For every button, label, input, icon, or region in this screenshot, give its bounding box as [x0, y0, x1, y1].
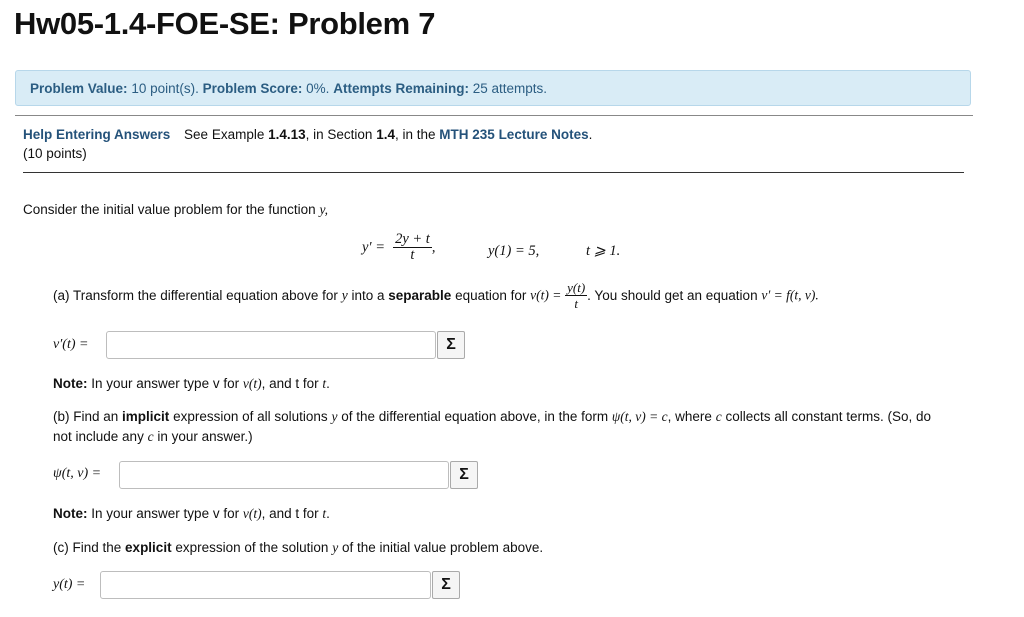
- points-text: (10 points): [23, 146, 87, 161]
- ode-comma: ,: [431, 239, 436, 256]
- part-a-text: [53, 280, 819, 311]
- part-c-text: [53, 540, 543, 556]
- part-b-equation-editor-button[interactable]: Σ: [450, 461, 478, 489]
- intro-variable: y,: [319, 202, 329, 217]
- part-b-text2: expression of all solutions: [173, 409, 328, 424]
- part-b-line2b: in your answer.): [157, 429, 253, 444]
- part-b-form: ψ(t, v) = c: [611, 409, 668, 424]
- part-a-text2: into a: [351, 288, 385, 303]
- problem-score: 0%.: [306, 81, 330, 96]
- part-c-text3: of the initial value problem above.: [341, 540, 544, 555]
- part-a-note-t: t: [322, 376, 327, 391]
- part-c-text1: (c) Find the: [53, 540, 122, 555]
- part-b-note: [53, 506, 330, 522]
- part-b-var-c: c: [715, 409, 722, 424]
- intro-text: Consider the initial value problem for the function: [23, 202, 316, 217]
- part-b-note-t: t: [322, 506, 327, 521]
- example-number: 1.4.13: [268, 127, 306, 142]
- problem-value: 10 point(s).: [131, 81, 199, 96]
- attempts-remaining-label: Attempts Remaining:: [333, 81, 469, 96]
- help-period: .: [588, 127, 593, 142]
- part-a-v-denominator: t: [574, 296, 578, 311]
- part-c-equation-editor-button[interactable]: Σ: [432, 571, 460, 599]
- part-b-answer-label: ψ(t, v) =: [53, 466, 102, 481]
- part-b-note-label: Note:: [53, 506, 88, 521]
- problem-score-label: Problem Score:: [202, 81, 303, 96]
- part-a-note-text: In your answer type v for: [91, 376, 240, 391]
- help-text-in: , in the: [395, 127, 436, 142]
- lecture-notes-link[interactable]: MTH 235 Lecture Notes: [439, 127, 589, 142]
- problem-intro: [23, 202, 328, 218]
- part-a-v-eq: v(t) =: [530, 287, 562, 303]
- part-a-note-v: v(t): [242, 376, 262, 391]
- part-b-text4: , where: [667, 409, 712, 424]
- part-c-var-y: y: [332, 540, 339, 555]
- ode-denominator: t: [410, 247, 415, 263]
- help-entering-answers-link[interactable]: Help Entering Answers: [23, 127, 171, 142]
- part-c-bold: explicit: [125, 540, 172, 555]
- part-a-var-y: y: [341, 287, 348, 303]
- part-b-bold: implicit: [122, 409, 170, 424]
- part-b-var-y: y: [331, 409, 338, 424]
- part-b-note-v: v(t): [242, 506, 262, 521]
- part-b-line2-c: c: [147, 429, 154, 444]
- ode-fraction: [393, 232, 432, 263]
- part-b-text: [53, 409, 931, 425]
- part-b-answer-input[interactable]: [119, 461, 449, 489]
- part-a-note: [53, 376, 330, 392]
- part-a-note-label: Note:: [53, 376, 88, 391]
- part-c-answer-input[interactable]: [100, 571, 431, 599]
- part-b-text-line2: [53, 429, 253, 445]
- part-a-answer-label: v′(t) =: [53, 337, 89, 352]
- problem-value-label: Problem Value:: [30, 81, 128, 96]
- part-c-text2: expression of the solution: [175, 540, 329, 555]
- part-a-note-end: .: [326, 376, 330, 391]
- part-b-note-mid: , and t for: [261, 506, 319, 521]
- part-a-text3: equation for: [455, 288, 527, 303]
- help-text: See Example: [184, 127, 265, 142]
- part-a-answer-input[interactable]: [106, 331, 436, 359]
- part-a-v-fraction: [565, 280, 587, 311]
- help-line: [23, 127, 592, 142]
- part-a-v-numerator: y(t): [567, 280, 586, 295]
- part-a-final-eq: v′ = f(t, v).: [761, 287, 819, 303]
- part-b-note-end: .: [326, 506, 330, 521]
- help-text-section: , in Section: [305, 127, 373, 142]
- part-a-equation-editor-button[interactable]: Σ: [437, 331, 465, 359]
- domain-condition: t ⩾ 1.: [586, 243, 621, 259]
- part-a-text1: (a) Transform the differential equation above for: [53, 288, 338, 303]
- part-b-text3: of the differential equation above, in the form: [341, 409, 609, 424]
- page-title: Hw05-1.4-FOE-SE: Problem 7: [14, 6, 436, 41]
- part-c-answer-label: y(t) =: [53, 577, 86, 592]
- attempts-remaining: 25 attempts.: [472, 81, 548, 96]
- ode-equation: [362, 232, 435, 263]
- part-b-text1: (b) Find an: [53, 409, 119, 424]
- divider-top: [15, 115, 973, 116]
- section-number: 1.4: [376, 127, 395, 142]
- part-b-note-text: In your answer type v for: [91, 506, 240, 521]
- part-a-bold: separable: [388, 288, 452, 303]
- ode-lhs: y′ =: [362, 239, 386, 256]
- part-b-text5: collects all constant terms. (So, do: [725, 409, 932, 424]
- part-b-line2a: not include any: [53, 429, 144, 444]
- part-a-note-mid: , and t for: [261, 376, 319, 391]
- problem-info-bar: [15, 70, 971, 106]
- divider-help: [23, 172, 964, 173]
- part-a-text4: . You should get an equation: [587, 288, 758, 303]
- initial-condition: y(1) = 5,: [488, 243, 540, 259]
- ode-numerator: 2y + t: [395, 231, 430, 247]
